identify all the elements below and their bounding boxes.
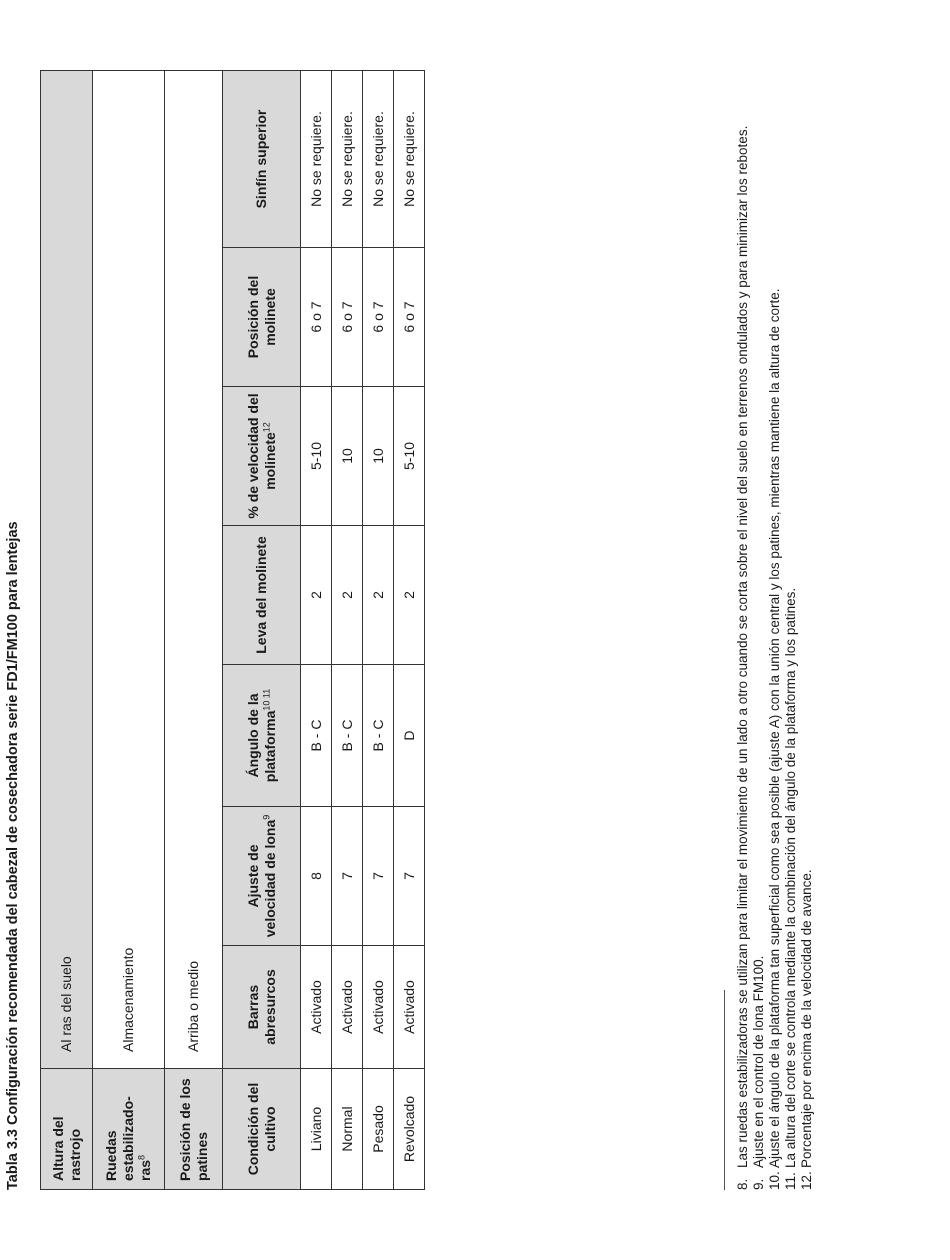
table-cell: 7: [332, 807, 363, 946]
column-header-text: Leva del molinete: [253, 536, 270, 654]
table-cell: 8: [301, 807, 332, 946]
column-header: [223, 526, 301, 665]
table-cell: D: [394, 665, 425, 807]
table-cell: 2: [363, 526, 394, 665]
footnotes: [735, 60, 815, 1190]
table-cell: 6 o 7: [332, 248, 363, 387]
setting-value: Almacenamiento: [93, 71, 165, 1069]
table-cell: Activado: [301, 946, 332, 1069]
table-cell: 6 o 7: [394, 248, 425, 387]
footnote-ref: 12: [260, 422, 271, 433]
table-cell: 5-10: [301, 387, 332, 526]
footnote-ref: 9: [260, 814, 271, 820]
setting-label: [93, 1069, 165, 1190]
table-row: [332, 71, 363, 1190]
column-header: [223, 387, 301, 526]
setting-label-text: Posición de los patines: [176, 1078, 210, 1181]
column-header: [223, 1069, 301, 1190]
table-cell: B - C: [332, 665, 363, 807]
table-cell: 7: [363, 807, 394, 946]
footnote: [735, 60, 751, 1190]
table-cell: Activado: [394, 946, 425, 1069]
table-title: Tabla 3.3 Configuración recomendada del cabezal de cosechadora serie FD1/FM100 para lentejas: [5, 521, 21, 1190]
footnote: [751, 60, 767, 1190]
column-header: [223, 665, 301, 807]
table-cell: Normal: [332, 1069, 363, 1190]
table-row: [394, 71, 425, 1190]
column-header: [223, 946, 301, 1069]
table-cell: 2: [301, 526, 332, 665]
footnote-ref: 8: [136, 1154, 147, 1160]
setting-value: Arriba o medio: [165, 71, 223, 1069]
footnote-ref: 10 11: [260, 688, 271, 711]
table-row: [363, 71, 394, 1190]
setting-value: Al ras del suelo: [41, 71, 93, 1069]
column-header-row: [223, 71, 301, 1190]
table-cell: 7: [394, 807, 425, 946]
table-cell: 10: [363, 387, 394, 526]
table-cell: No se requiere.: [363, 71, 394, 248]
column-header-text: Condición del cultivo: [244, 1082, 278, 1176]
footnote-text: La altura del corte se controla mediante la combinación del ángulo de la plataforma y los patines.: [783, 587, 798, 1168]
setting-row: [93, 71, 165, 1190]
footnote-text: Las ruedas estabilizadoras se utilizan para limitar el movimiento de un lado a otro cuando se corta sobre el nivel del suelo en terrenos ondulados y para minimizar los rebotes.: [735, 125, 750, 1168]
table-cell: Activado: [363, 946, 394, 1069]
table-cell: 2: [332, 526, 363, 665]
footnote-number: 11.: [783, 1172, 798, 1190]
table-cell: B - C: [363, 665, 394, 807]
footnote-number: 12.: [799, 1171, 814, 1190]
footnote-number: 8.: [735, 1178, 750, 1190]
column-header-text: Barras abresurcos: [244, 969, 278, 1045]
footnote-divider: [724, 990, 725, 1190]
setting-label: [41, 1069, 93, 1190]
table-cell: No se requiere.: [332, 71, 363, 248]
footnote-number: 10.: [767, 1171, 782, 1190]
setting-label-text: Ruedas estabilizado-ras: [103, 1096, 153, 1181]
column-header-text: % de velocidad del molinete: [244, 393, 278, 519]
configuration-table: [40, 70, 425, 1190]
table-cell: Revolcado: [394, 1069, 425, 1190]
table-cell: B - C: [301, 665, 332, 807]
setting-row: [41, 71, 93, 1190]
footnote: [767, 60, 783, 1190]
table-cell: 2: [394, 526, 425, 665]
table-cell: No se requiere.: [301, 71, 332, 248]
table-cell: 10: [332, 387, 363, 526]
footnote-text: Ajuste el ángulo de la plataforma tan superficial como sea posible (ajuste A) con la unión central y los patines, mientras mantiene la altura de corte.: [767, 288, 782, 1168]
footnote-number: 9.: [751, 1178, 766, 1190]
column-header-text: Ajuste de velocidad de lona: [244, 819, 278, 938]
table-cell: 5-10: [394, 387, 425, 526]
column-header-text: Ángulo de la plataforma: [244, 693, 278, 783]
footnote: [783, 60, 799, 1190]
setting-row: [165, 71, 223, 1190]
table-cell: Pesado: [363, 1069, 394, 1190]
column-header: [223, 807, 301, 946]
table-cell: 6 o 7: [363, 248, 394, 387]
column-header: [223, 71, 301, 248]
setting-label-text: Altura del rastrojo: [49, 1116, 83, 1181]
footnote: [799, 60, 815, 1190]
footnote-text: Ajuste en el control de lona FM100.: [751, 955, 766, 1168]
table-cell: Liviano: [301, 1069, 332, 1190]
footnote-text: Porcentaje por encima de la velocidad de avance.: [799, 869, 814, 1168]
setting-label: [165, 1069, 223, 1190]
column-header-text: Sinfín superior: [253, 109, 270, 209]
table-cell: Activado: [332, 946, 363, 1069]
column-header-text: Posición del molinete: [244, 275, 278, 359]
column-header: [223, 248, 301, 387]
table-cell: No se requiere.: [394, 71, 425, 248]
table-cell: 6 o 7: [301, 248, 332, 387]
table-row: [301, 71, 332, 1190]
